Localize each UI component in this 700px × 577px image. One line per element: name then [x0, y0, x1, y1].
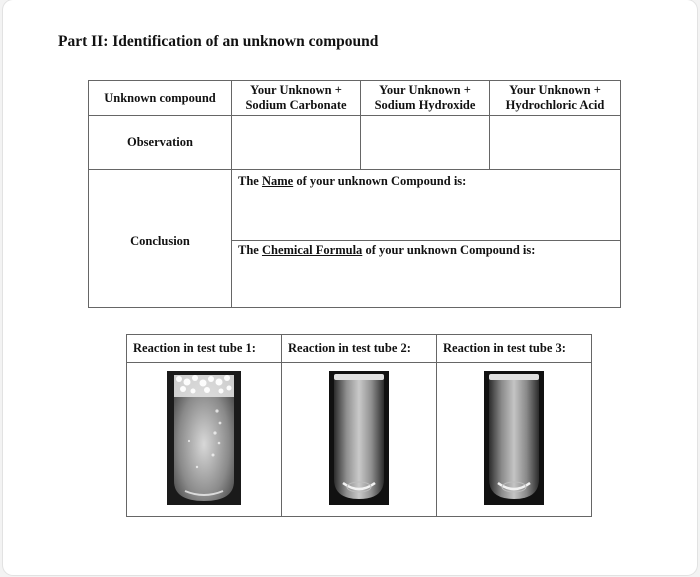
observation-row — [89, 116, 621, 170]
header-line: Your Unknown + — [250, 83, 342, 97]
compound-name-cell[interactable] — [232, 170, 621, 241]
tube-image-cell-1 — [127, 363, 282, 517]
tube-header-1: Reaction in test tube 1: — [127, 335, 282, 363]
test-tube-clear-image — [329, 371, 389, 505]
name-prompt-post: of your unknown Compound is: — [293, 174, 467, 188]
header-line: Your Unknown + — [379, 83, 471, 97]
observation-label: Observation — [89, 116, 232, 170]
header-line: Sodium Carbonate — [245, 98, 347, 112]
test-tube-table — [126, 334, 592, 517]
page-title: Part II: Identification of an unknown compound — [58, 33, 379, 50]
tube-header-3: Reaction in test tube 3: — [437, 335, 592, 363]
formula-prompt-underlined: Chemical Formula — [261, 243, 363, 257]
worksheet-page — [3, 0, 697, 575]
formula-prompt-post: of your unknown Compound is: — [362, 243, 536, 257]
test-tube-bubbling-image — [167, 371, 241, 505]
formula-prompt-pre: The — [238, 243, 262, 257]
tube-image-cell-2 — [282, 363, 437, 517]
name-prompt-underlined: Name — [261, 174, 294, 188]
compound-formula-cell[interactable] — [232, 241, 621, 308]
header-hydrochloric-acid — [490, 81, 621, 116]
observation-cell-sodium-carbonate[interactable] — [232, 116, 361, 170]
header-row — [89, 81, 621, 116]
identification-table — [88, 80, 621, 308]
observation-cell-hydrochloric-acid[interactable] — [490, 116, 621, 170]
tube-header-2: Reaction in test tube 2: — [282, 335, 437, 363]
test-tube-clear-image — [484, 371, 544, 505]
header-line: Hydrochloric Acid — [505, 98, 605, 112]
tube-image-cell-3 — [437, 363, 592, 517]
header-sodium-hydroxide — [361, 81, 490, 116]
observation-cell-sodium-hydroxide[interactable] — [361, 116, 490, 170]
conclusion-row — [89, 170, 621, 241]
header-sodium-carbonate — [232, 81, 361, 116]
tube-header-row — [127, 335, 592, 363]
header-line: Your Unknown + — [509, 83, 601, 97]
header-line: Sodium Hydroxide — [374, 98, 476, 112]
tube-image-row — [127, 363, 592, 517]
header-unknown-compound: Unknown compound — [89, 81, 232, 116]
name-prompt-pre: The — [238, 174, 262, 188]
conclusion-label: Conclusion — [89, 170, 232, 308]
